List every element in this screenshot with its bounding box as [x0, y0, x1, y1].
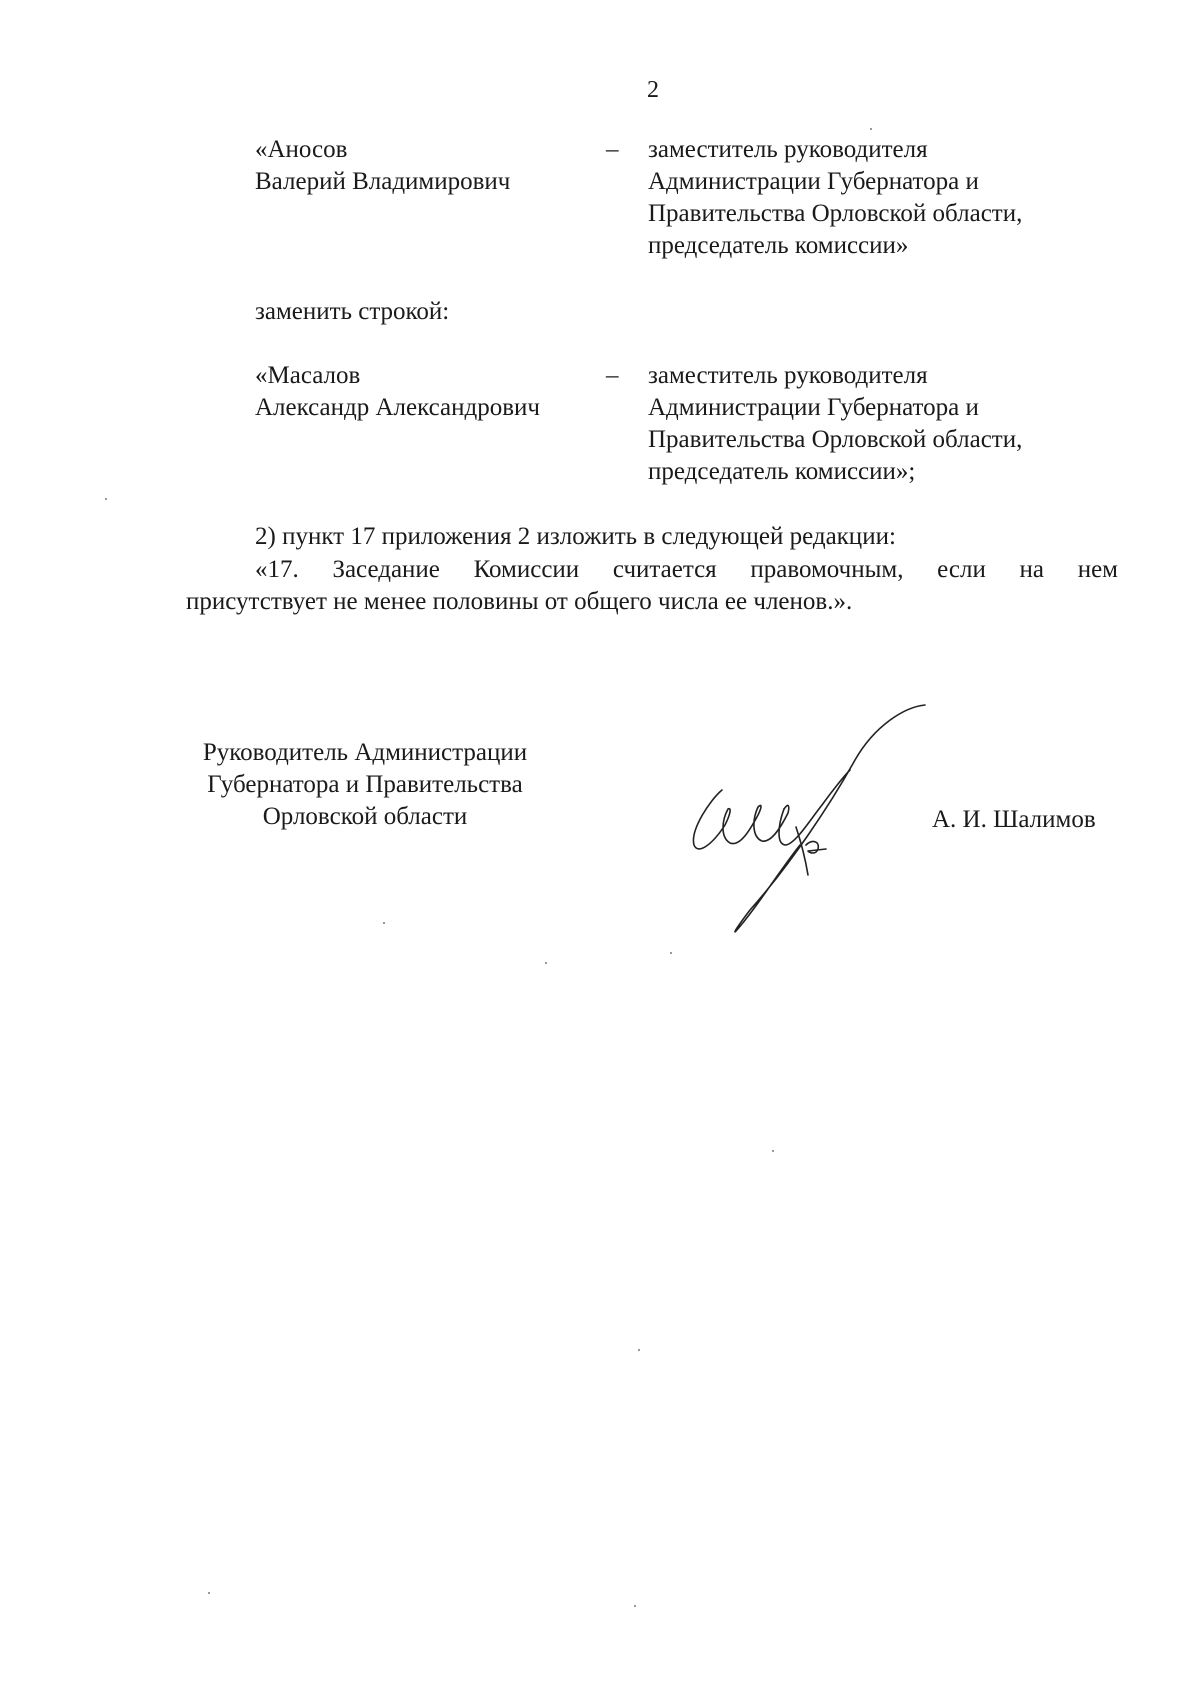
new-entry-name — [255, 360, 540, 424]
new-entry-position-line: Правительства Орловской области, — [648, 426, 1023, 453]
new-entry-position — [648, 360, 1022, 488]
old-entry-position-line: Правительства Орловской области, — [648, 200, 1023, 227]
old-entry-position-line: председатель комиссии» — [648, 232, 909, 259]
new-entry-dash: – — [606, 362, 619, 389]
scan-speck — [105, 498, 107, 500]
signature-title — [180, 737, 550, 833]
scan-speck — [383, 922, 385, 924]
new-entry-position-line: заместитель руководителя — [648, 362, 928, 389]
replace-instruction: заменить строкой: — [255, 298, 450, 325]
scan-speck — [545, 962, 547, 964]
old-entry-position-line: заместитель руководителя — [648, 136, 928, 163]
page-number: 2 — [647, 77, 659, 103]
scan-speck — [670, 952, 672, 954]
quote-line-1: «17. Заседание Комиссии считается правомочным, если на нем — [255, 556, 1118, 583]
scan-speck — [638, 1349, 640, 1351]
scan-speck — [208, 1592, 210, 1594]
signature-title-line: Руководитель Администрации — [202, 739, 528, 766]
new-entry-position-line: председатель комиссии»; — [648, 458, 916, 485]
new-entry-surname: «Масалов — [255, 362, 361, 389]
old-entry-surname: «Аносов — [255, 136, 348, 163]
new-entry-given-names: Александр Александрович — [255, 394, 540, 421]
handwritten-signature — [670, 695, 930, 945]
scan-speck — [870, 128, 872, 130]
old-entry-given-names: Валерий Владимирович — [255, 168, 511, 195]
signer-name: А. И. Шалимов — [932, 806, 1096, 833]
new-entry-position-line: Администрации Губернатора и — [648, 394, 979, 421]
quote-line-2: присутствует не менее половины от общего числа ее членов.». — [186, 588, 853, 615]
scan-speck — [772, 1150, 774, 1152]
old-entry-name — [255, 134, 510, 198]
old-entry-position — [648, 134, 1022, 262]
old-entry-position-line: Администрации Губернатора и — [648, 168, 979, 195]
old-entry-dash: – — [606, 136, 619, 163]
scan-speck — [634, 1605, 636, 1607]
item-2-text: 2) пункт 17 приложения 2 изложить в следующей редакции: — [255, 523, 896, 550]
signature-title-line: Губернатора и Правительства — [207, 771, 523, 798]
signature-title-line: Орловской области — [262, 803, 468, 830]
